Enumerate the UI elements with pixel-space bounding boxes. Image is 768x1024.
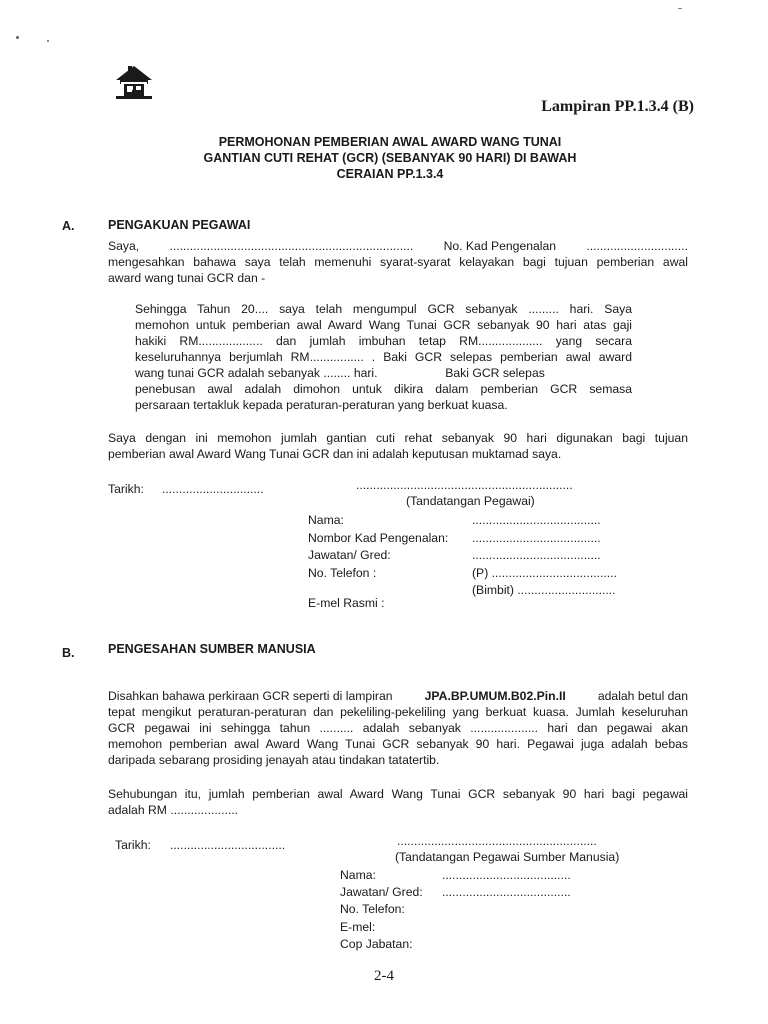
verification-line <box>108 688 688 704</box>
telefon-bimbit-value[interactable]: (Bimbit) ............................. <box>472 583 616 597</box>
section-a-values <box>472 512 617 600</box>
ic-a-value[interactable]: ...................................... <box>472 530 601 545</box>
tarikh-b-dots[interactable]: .................................. <box>170 838 286 852</box>
section-b-paragraph-1 <box>108 688 688 768</box>
ic-label: No. Kad Pengenalan <box>443 239 557 253</box>
statement-line: persaraan tertakluk kepada peraturan-peraturan yang berkuat kuasa. <box>135 398 508 412</box>
section-a-intro <box>108 238 688 286</box>
field-label: Cop Jabatan: <box>340 936 413 951</box>
page-number: 2-4 <box>374 968 394 984</box>
intro-line: award wang tunai GCR dan - <box>108 271 266 285</box>
verification-text: Disahkan bahawa perkiraan GCR seperti di lampiran <box>108 689 393 703</box>
title-line: CERAIAN PP.1.3.4 <box>336 167 444 181</box>
field-label: Jawatan/ Gred: <box>308 548 391 562</box>
declaration-line: pemberian awal Award Wang Tunai GCR dan ini adalah keputusan muktamad saya. <box>108 447 562 461</box>
tarikh-a-label: Tarikh: <box>108 482 144 496</box>
statement-line: Sehingga Tahun 20.... saya telah mengumpul GCR sebanyak ......... hari. Saya <box>135 302 632 316</box>
field-label: Jawatan/ Gred: <box>340 885 423 900</box>
signature-a-label: (Tandatangan Pegawai) <box>406 494 535 508</box>
verification-text: adalah betul dan <box>597 689 688 703</box>
statement-line: hakiki RM................... dan jumlah imbuhan tetap RM................... yang secara <box>135 334 632 348</box>
intro-line: mengesahkan bahawa saya telah memenuhi syarat-syarat kelayakan bagi tujuan pemberian awal <box>108 255 688 269</box>
scan-speck <box>16 36 19 39</box>
section-b-labels <box>340 867 423 953</box>
section-a-labels <box>308 512 448 582</box>
section-a-declaration <box>108 430 688 462</box>
section-b-paragraph-2 <box>108 786 688 818</box>
house-logo-icon <box>112 62 156 102</box>
section-a-statement <box>135 301 632 413</box>
signature-b-label: (Tandatangan Pegawai Sumber Manusia) <box>395 850 620 864</box>
telefon-p-value[interactable]: (P) ..................................... <box>472 565 617 580</box>
jawatan-b-value[interactable]: ...................................... <box>442 885 571 900</box>
verification-line: tepat mengikut peraturan-peraturan dan pekeliling-pekeliling yang berkuat kuasa. Jumlah keseluruhan <box>108 705 688 719</box>
verification-line: memohon pemberian awal Award Wang Tunai GCR sebanyak 90 hari. Pegawai juga adalah bebas <box>108 737 688 751</box>
section-a-heading: PENGAKUAN PEGAWAI <box>108 218 251 232</box>
section-b-values <box>442 867 571 901</box>
verification-line: daripada sebarang prosiding jenayah atau tindakan tatatertib. <box>108 753 440 767</box>
field-label: Nama: <box>340 868 376 882</box>
amount-line: adalah RM .................... <box>108 803 239 817</box>
document-title <box>150 134 630 182</box>
jawatan-a-value[interactable]: ...................................... <box>472 548 601 562</box>
statement-line: memohon untuk pemberian awal Award Wang Tunai GCR sebanyak 90 hari atas gaji <box>135 318 632 332</box>
field-label: Nama: <box>308 513 344 527</box>
signature-b-dots[interactable]: ........................................................... <box>397 834 597 848</box>
statement-line: wang tunai GCR adalah sebanyak ........ hari. Baki GCR selepas <box>135 366 545 380</box>
circular-reference: JPA.BP.UMUM.B02.Pin.II <box>424 689 566 703</box>
email-a-label: E-mel Rasmi : <box>308 596 385 610</box>
nama-a-value[interactable]: ...................................... <box>472 513 601 527</box>
saya-label: Saya, <box>108 239 140 253</box>
field-label: No. Telefon: <box>340 902 405 917</box>
lampiran-reference: Lampiran PP.1.3.4 (B) <box>541 98 694 115</box>
tarikh-b-label: Tarikh: <box>115 838 151 852</box>
section-a-letter: A. <box>62 219 75 233</box>
amount-line: Sehubungan itu, jumlah pemberian awal Award Wang Tunai GCR sebanyak 90 hari bagi pegawai <box>108 787 688 801</box>
signature-a-dots[interactable]: ................................................................ <box>356 478 573 492</box>
scan-speck <box>678 8 682 9</box>
ic-dots: .............................. <box>586 239 688 253</box>
field-label: E-mel: <box>340 919 376 934</box>
section-b-letter: B. <box>62 646 75 660</box>
declaration-line: Saya dengan ini memohon jumlah gantian cuti rehat sebanyak 90 hari digunakan bagi tujuan <box>108 431 688 445</box>
nama-b-value[interactable]: ...................................... <box>442 868 571 882</box>
title-line: PERMOHONAN PEMBERIAN AWAL AWARD WANG TUNAI <box>218 135 562 149</box>
title-line: GANTIAN CUTI REHAT (GCR) (SEBANYAK 90 HARI) DI BAWAH <box>203 151 577 165</box>
scan-speck <box>47 40 49 42</box>
tarikh-a-dots[interactable]: .............................. <box>162 482 264 496</box>
field-label: No. Telefon : <box>308 565 377 580</box>
section-b-heading: PENGESAHAN SUMBER MANUSIA <box>108 642 316 656</box>
name-dots: ........................................................................ <box>169 239 414 253</box>
statement-line: penebusan awal adalah dimohon untuk dikira dalam pemberian GCR semasa <box>135 382 632 396</box>
field-label: Nombor Kad Pengenalan: <box>308 530 449 545</box>
verification-line: GCR pegawai ini sehingga tahun .......... adalah sebanyak .................... hari dan pegawai akan <box>108 721 688 735</box>
statement-line: keseluruhannya berjumlah RM................ . Baki GCR selepas pemberian awal award <box>135 350 632 364</box>
intro-line <box>108 238 688 254</box>
